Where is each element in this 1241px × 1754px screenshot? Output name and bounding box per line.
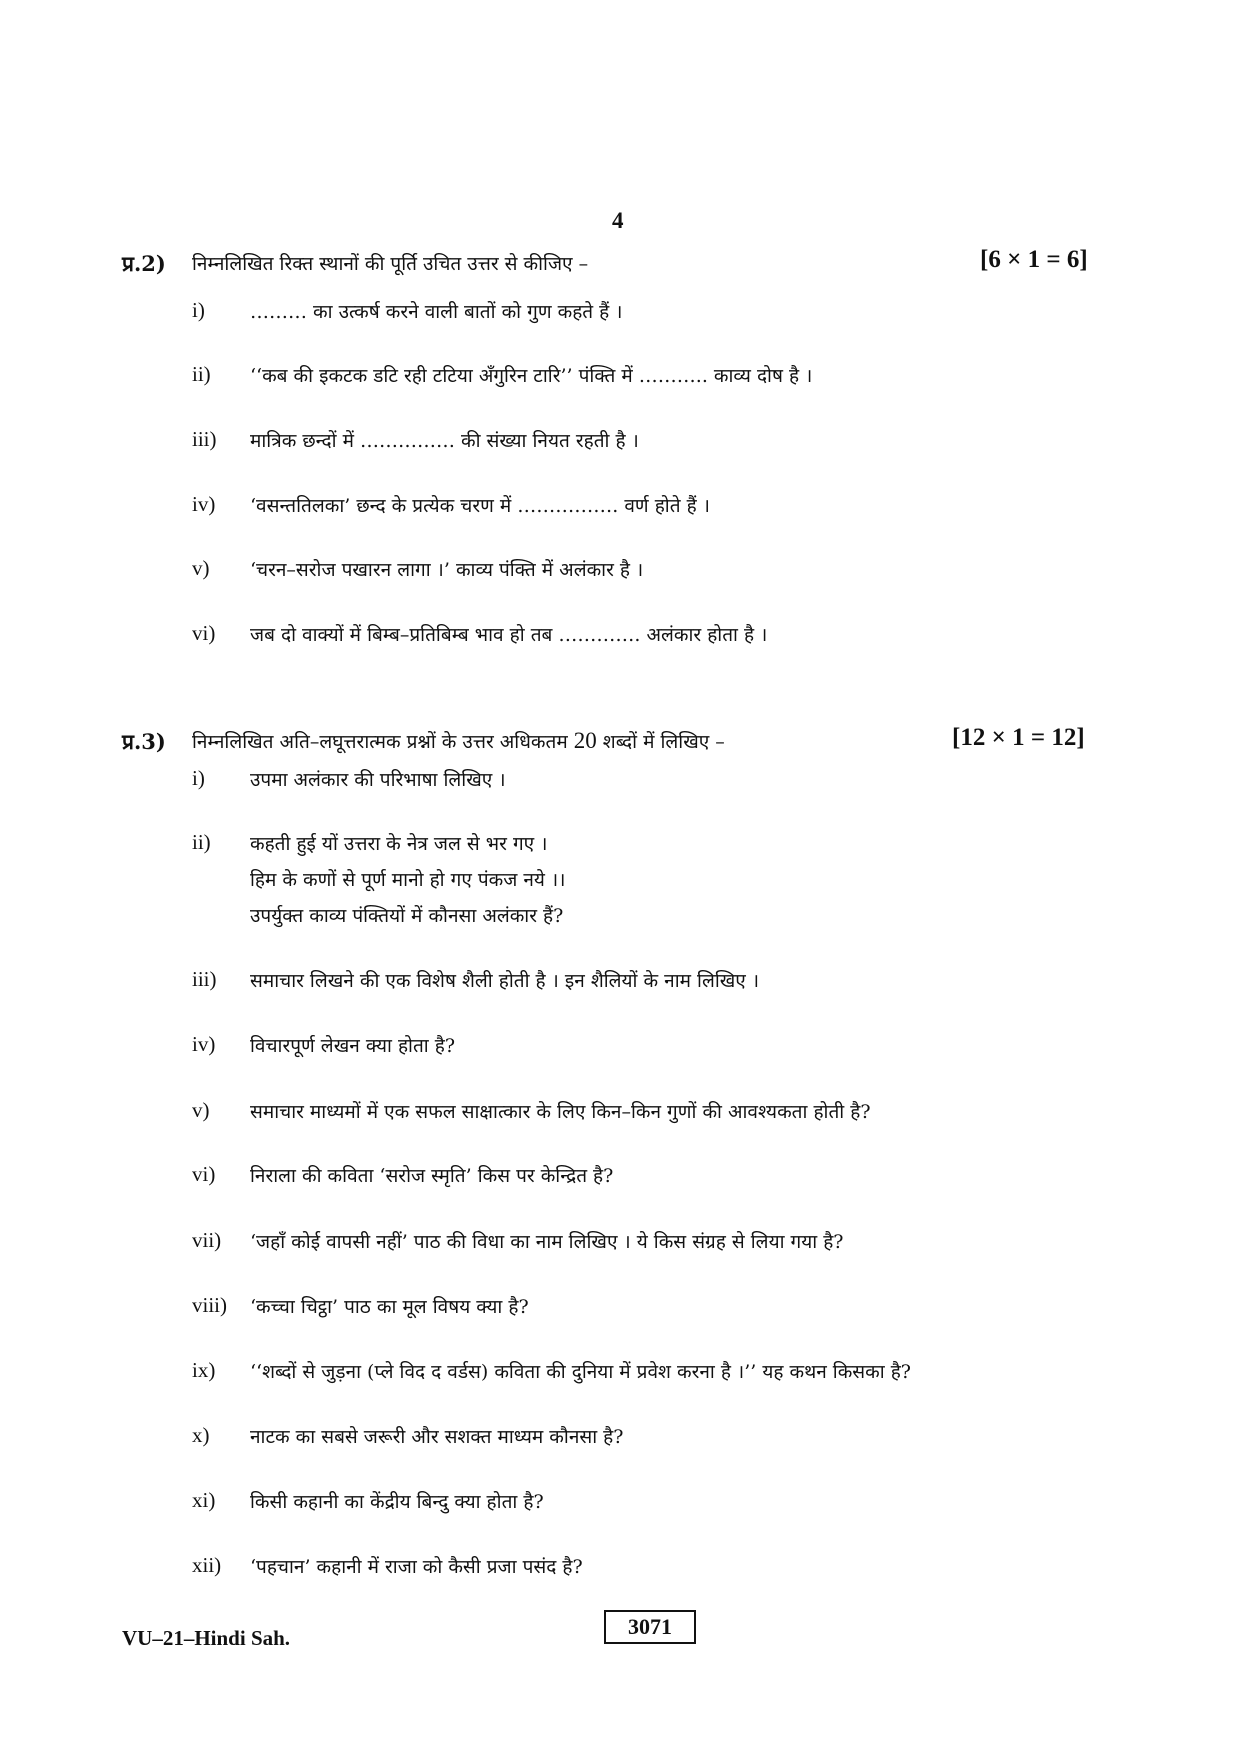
q3-item-line: हिम के कणों से पूर्ण मानो हो गए पंकज नये ।।	[250, 869, 566, 891]
q2-item-number: iv)	[192, 492, 216, 516]
q3-item-text: ‘‘शब्दों से जुड़ना (प्ले विद द वर्डस) कविता की दुनिया में प्रवेश करना है ।’’ यह कथन किसका है?	[250, 1361, 911, 1383]
q2-item-text: ……… का उत्कर्ष करने वाली बातों को गुण कहते हैं ।	[250, 301, 623, 323]
q3-item-text: किसी कहानी का केंद्रीय बिन्दु क्या होता है?	[250, 1491, 544, 1513]
q3-item-text: नाटक का सबसे जरूरी और सशक्त माध्यम कौनसा है?	[250, 1426, 624, 1448]
paper-code: VU–21–Hindi Sah.	[122, 1626, 291, 1650]
q2-item-text: ‘वसन्ततिलका’ छन्द के प्रत्येक चरण में ……………. वर्ण होते हैं ।	[250, 495, 710, 517]
q3-item-text: ‘पहचान’ कहानी में राजा को कैसी प्रजा पसंद है?	[250, 1556, 583, 1578]
q3-item-text: विचारपूर्ण लेखन क्या होता है?	[250, 1035, 456, 1057]
q2-item-number: i)	[192, 298, 205, 322]
q3-item-text: समाचार माध्यमों में एक सफल साक्षात्कार के लिए किन–किन गुणों की आवश्यकता होती है?	[250, 1101, 871, 1123]
q3-item-number: x)	[192, 1423, 210, 1447]
q2-title: निम्नलिखित रिक्त स्थानों की पूर्ति उचित उत्तर से कीजिए –	[192, 253, 589, 275]
q3-item-number: ii)	[192, 830, 211, 854]
q2-label: प्र.2)	[122, 251, 166, 276]
q2-item-text: ‘‘कब की इकटक डटि रही टटिया अँगुरिन टारि’’ पंक्ति में ……….. काव्य दोष है ।	[250, 365, 813, 387]
q3-title	[192, 728, 725, 754]
q3-item-number: v)	[192, 1098, 210, 1122]
q3-item-number: iv)	[192, 1032, 216, 1056]
q3-marks: [12 × 1 = 12]	[952, 724, 1085, 751]
q3-item-number: xii)	[192, 1553, 222, 1577]
q2-item-number: vi)	[192, 621, 216, 645]
q3-item-number: viii)	[192, 1293, 227, 1317]
q3-item-text: ‘जहाँ कोई वापसी नहीं’ पाठ की विधा का नाम लिखिए । ये किस संग्रह से लिया गया है?	[250, 1231, 844, 1253]
q3-item-number: ix)	[192, 1358, 216, 1382]
q3-item-number: iii)	[192, 967, 217, 991]
q2-marks: [6 × 1 = 6]	[980, 246, 1088, 273]
q3-item-line: कहती हुई यों उत्तरा के नेत्र जल से भर गए ।	[250, 833, 548, 855]
q3-item-number: vii)	[192, 1228, 222, 1252]
q3-item-text: समाचार लिखने की एक विशेष शैली होती है । इन शैलियों के नाम लिखिए ।	[250, 970, 760, 992]
q3-title-pre: निम्नलिखित अति–लघूत्तरात्मक प्रश्नों के उत्तर अधिकतम	[192, 731, 568, 753]
q2-item-text: ‘चरन–सरोज पखारन लागा ।’ काव्य पंक्ति में अलंकार है ।	[250, 559, 644, 581]
q3-item-number: xi)	[192, 1488, 216, 1512]
page-number: 4	[612, 208, 624, 233]
q3-item-number: i)	[192, 766, 205, 790]
paper-number-box: 3071	[604, 1610, 696, 1644]
q3-item-line: उपर्युक्त काव्य पंक्तियों में कौनसा अलंकार हैं?	[250, 905, 564, 927]
q2-item-text: मात्रिक छन्दों में …………… की संख्या नियत रहती है ।	[250, 430, 639, 452]
q3-item-text: निराला की कविता ‘सरोज स्मृति’ किस पर केन्द्रित है?	[250, 1165, 614, 1187]
q3-label: प्र.3)	[122, 729, 166, 754]
q2-item-number: v)	[192, 556, 210, 580]
q2-item-number: ii)	[192, 362, 211, 386]
q3-item-number: vi)	[192, 1162, 216, 1186]
q3-title-post: शब्दों में लिखिए –	[602, 731, 725, 753]
q3-item-text: उपमा अलंकार की परिभाषा लिखिए ।	[250, 769, 506, 791]
q2-item-number: iii)	[192, 427, 217, 451]
q3-title-number: 20	[573, 728, 597, 753]
q3-item-text: ‘कच्चा चिट्ठा’ पाठ का मूल विषय क्या है?	[250, 1296, 529, 1318]
q2-item-text: जब दो वाक्यों में बिम्ब–प्रतिबिम्ब भाव हो तब …………. अलंकार होता है ।	[250, 624, 768, 646]
